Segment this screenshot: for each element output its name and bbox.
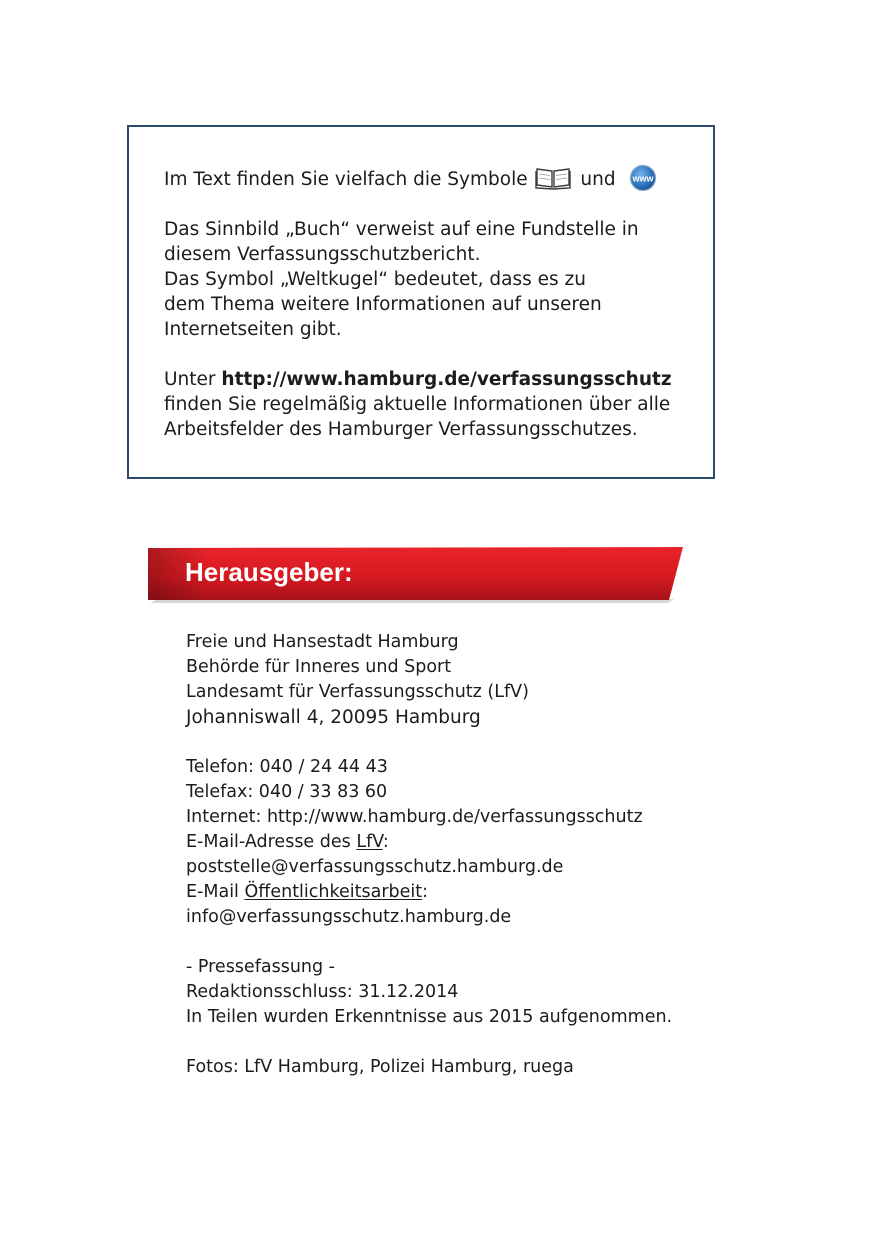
phone: Telefon: 040 / 24 44 43 (186, 757, 388, 777)
symbols-intro (164, 164, 704, 192)
email-pr-prefix: E-Mail (186, 882, 239, 902)
explanation-line: Das Sinnbild „Buch“ verweist auf eine Fundstelle in (164, 219, 639, 240)
public-relations-link[interactable]: Öffentlichkeitsarbeit (244, 882, 423, 902)
publisher-banner (148, 547, 688, 605)
findings-note: In Teilen wurden Erkenntnisse aus 2015 aufgenommen. (186, 1007, 673, 1027)
symbols-explanation (164, 217, 704, 342)
lfv-link[interactable]: LfV (356, 832, 383, 852)
address-line: Landesamt für Verfassungsschutz (LfV) (186, 682, 529, 702)
book-icon (535, 166, 571, 190)
explanation-line: dem Thema weitere Informationen auf unseren (164, 294, 602, 315)
intro-and: und (580, 169, 616, 190)
globe-icon-label: www (632, 173, 654, 184)
info-text (164, 164, 704, 442)
publisher-info (186, 630, 786, 1080)
website-line (164, 367, 704, 392)
email-lfv-address[interactable]: poststelle@verfassungsschutz.hamburg.de (186, 857, 564, 877)
intro-text: Im Text finden Sie vielfach die Symbole (164, 169, 528, 190)
press-version: - Pressefassung - (186, 957, 335, 977)
email-pr-colon: : (422, 882, 429, 902)
website-info (164, 367, 704, 442)
email-pr-address[interactable]: info@verfassungsschutz.hamburg.de (186, 907, 512, 927)
email-lfv-colon: : (382, 832, 389, 852)
explanation-line: Internetseiten gibt. (164, 319, 342, 340)
info-box (127, 125, 715, 479)
address-line: Freie und Hansestadt Hamburg (186, 632, 459, 652)
email-lfv-label (186, 830, 786, 855)
explanation-line: diesem Verfassungsschutzbericht. (164, 244, 481, 265)
website-url-link[interactable]: http://www.hamburg.de/verfassungsschutz (221, 369, 672, 390)
address-line: Johanniswall 4, 20095 Hamburg (186, 707, 481, 728)
email-pr-label (186, 880, 786, 905)
website-line: Arbeitsfelder des Hamburger Verfassungsschutzes. (164, 419, 638, 440)
explanation-line: Das Symbol „Weltkugel“ bedeutet, dass es zu (164, 269, 586, 290)
banner-title: Herausgeber: (185, 557, 353, 587)
website-line: finden Sie regelmäßig aktuelle Informationen über alle (164, 394, 671, 415)
website-prefix: Unter (164, 369, 216, 390)
fax: Telefax: 040 / 33 83 60 (186, 782, 388, 802)
email-lfv-prefix: E-Mail-Adresse des (186, 832, 351, 852)
www-globe-icon (629, 164, 657, 192)
address-line: Behörde für Inneres und Sport (186, 657, 452, 677)
editorial-deadline: Redaktionsschluss: 31.12.2014 (186, 982, 459, 1002)
photo-credits: Fotos: LfV Hamburg, Polizei Hamburg, ruega (186, 1057, 574, 1077)
internet[interactable]: Internet: http://www.hamburg.de/verfassungsschutz (186, 807, 643, 827)
